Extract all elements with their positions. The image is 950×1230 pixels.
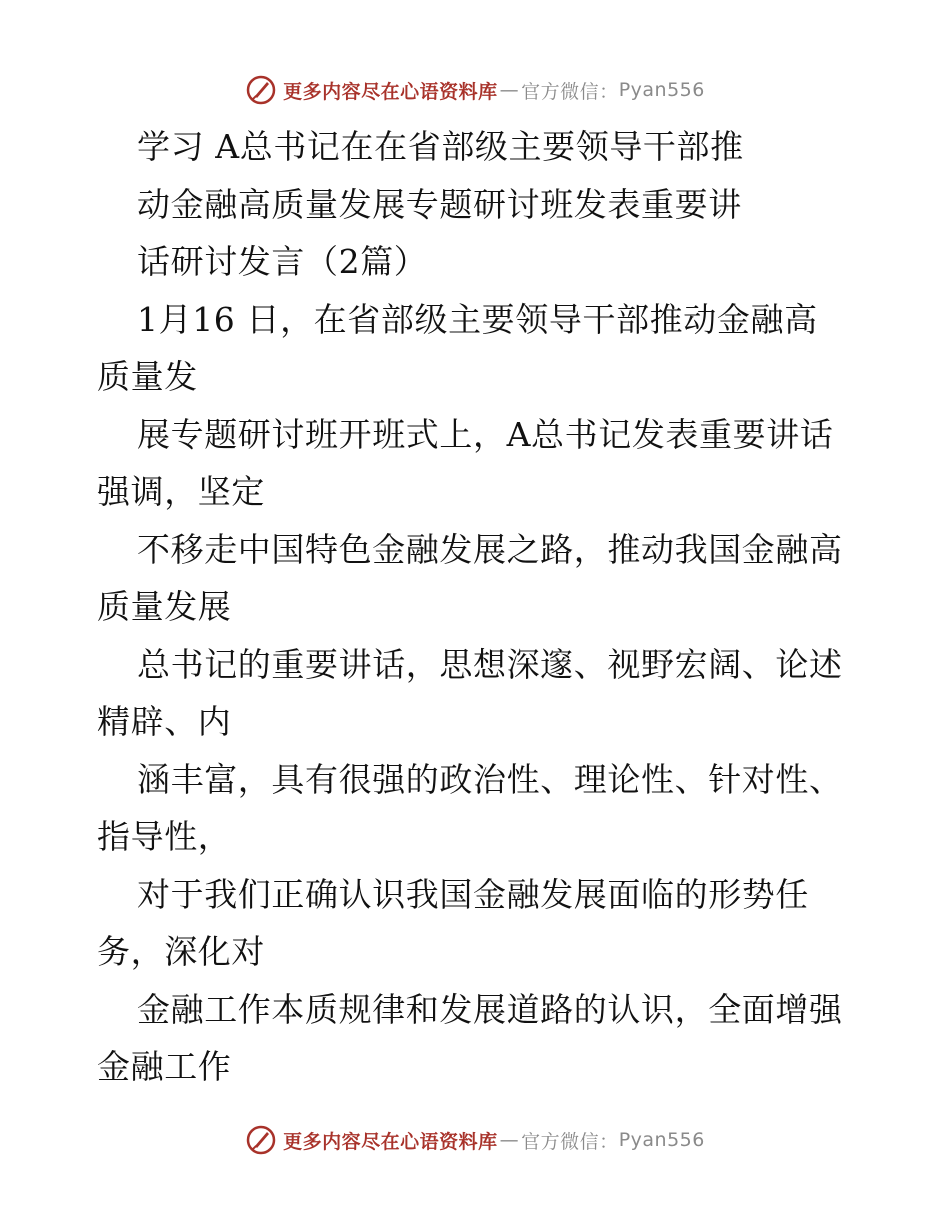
body-line: 务，深化对 xyxy=(97,932,265,971)
header-banner xyxy=(0,70,950,110)
title-line: 话研讨发言（2篇） xyxy=(137,242,428,281)
quill-logo-icon xyxy=(245,1124,277,1156)
banner-separator: — xyxy=(499,1129,520,1151)
body-line: 金融工作本质规律和发展道路的认识，全面增强 xyxy=(137,989,843,1029)
body-line: 指导性， xyxy=(97,817,232,856)
body-line: 展专题研讨班开班式上，A总书记发表重要讲话 xyxy=(137,414,834,454)
body-line: 金融工作 xyxy=(97,1047,232,1086)
body-line: 质量发展 xyxy=(97,587,232,626)
title-line: 动金融高质量发展专题研讨班发表重要讲 xyxy=(137,184,742,224)
banner-brand: 更多内容尽在心语资料库 xyxy=(283,80,498,103)
banner-contact-id: Pyan556 xyxy=(618,1129,705,1151)
banner-separator: — xyxy=(499,79,520,101)
body-line: 总书记的重要讲话，思想深邃、视野宏阔、论述 xyxy=(137,644,843,684)
footer-banner xyxy=(0,1120,950,1160)
body-line: 涵丰富，具有很强的政治性、理论性、针对性、 xyxy=(137,759,843,799)
title-line: 学习 A总书记在在省部级主要领导干部推 xyxy=(137,127,744,166)
banner-contact-label: 官方微信： xyxy=(521,80,619,103)
body-line: 质量发 xyxy=(97,357,198,396)
body-line: 精辟、内 xyxy=(97,702,232,741)
quill-logo-icon xyxy=(245,74,277,106)
body-line: 强调，坚定 xyxy=(97,472,265,511)
body-line: 1月16 日，在省部级主要领导干部推动金融高 xyxy=(137,299,818,339)
banner-brand: 更多内容尽在心语资料库 xyxy=(283,1130,498,1153)
banner-contact-id: Pyan556 xyxy=(618,79,705,101)
body-line: 对于我们正确认识我国金融发展面临的形势任 xyxy=(137,874,809,914)
document-page xyxy=(97,118,857,1096)
body-line: 不移走中国特色金融发展之路，推动我国金融高 xyxy=(137,529,843,569)
banner-contact-label: 官方微信： xyxy=(521,1130,619,1153)
